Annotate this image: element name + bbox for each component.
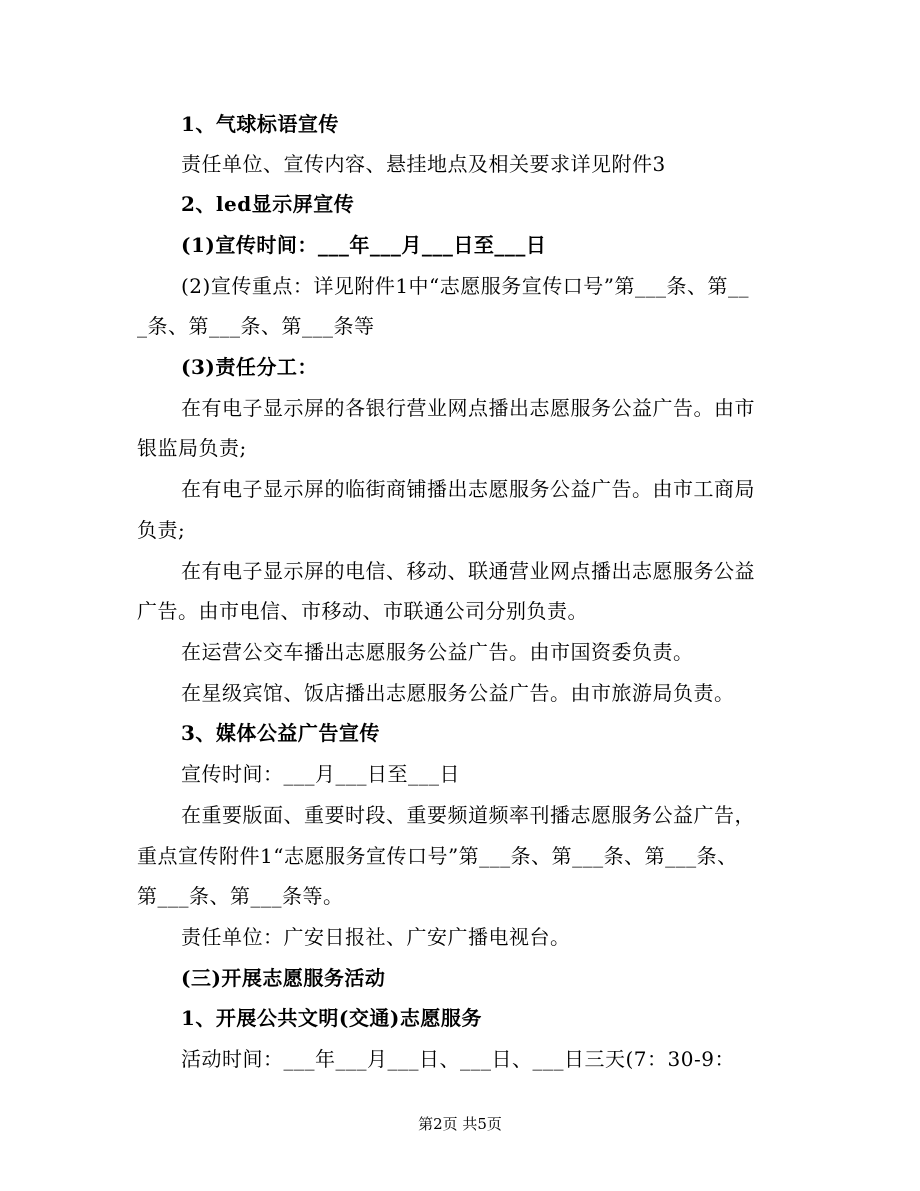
paragraph-line: 在有电子显示屏的各银行营业网点播出志愿服务公益广告。由市 [181, 396, 755, 420]
subheading-responsibility: (3)责任分工： [181, 355, 318, 379]
heading-balloon-banner: 1、气球标语宣传 [181, 112, 339, 136]
heading-volunteer-activities: (三)开展志愿服务活动 [181, 966, 386, 990]
paragraph-line: 在有电子显示屏的电信、移动、联通营业网点播出志愿服务公益 [181, 559, 755, 583]
paragraph-line: (2)宣传重点：详见附件1中“志愿服务宣传口号”第___条、第__ [181, 274, 750, 298]
paragraph-line: 宣传时间：___月___日至___日 [181, 762, 460, 786]
paragraph-line: 第___条、第___条等。 [137, 884, 344, 908]
paragraph-line: 负责; [137, 518, 186, 542]
page-number-footer: 第2页 共5页 [418, 1115, 502, 1133]
paragraph-line: 活动时间：___年___月___日、___日、___日三天(7：30-9： [181, 1047, 735, 1071]
paragraph-line: 在运营公交车播出志愿服务公益广告。由市国资委负责。 [181, 640, 694, 664]
paragraph-line: 在星级宾馆、饭店播出志愿服务公益广告。由市旅游局负责。 [181, 681, 735, 705]
paragraph-line: 责任单位：广安日报社、广安广播电视台。 [181, 925, 571, 949]
heading-media-ads: 3、媒体公益广告宣传 [181, 721, 380, 745]
paragraph-line: 在重要版面、重要时段、重要频道频率刊播志愿服务公益广告， [181, 803, 755, 827]
paragraph-line: 在有电子显示屏的临街商铺播出志愿服务公益广告。由市工商局 [181, 477, 755, 501]
paragraph-line: 广告。由市电信、市移动、市联通公司分别负责。 [137, 599, 588, 623]
paragraph-line: 重点宣传附件1“志愿服务宣传口号”第___条、第___条、第___条、 [137, 844, 738, 868]
paragraph-line: _条、第___条、第___条等 [137, 314, 375, 338]
paragraph-line: 责任单位、宣传内容、悬挂地点及相关要求详见附件3 [181, 152, 666, 176]
subheading-time: (1)宣传时间：___年___月___日至___日 [181, 233, 547, 257]
heading-led-display: 2、led显示屏宣传 [181, 192, 355, 216]
paragraph-line: 银监局负责; [137, 436, 247, 460]
heading-public-civility: 1、开展公共文明(交通)志愿服务 [181, 1006, 482, 1030]
